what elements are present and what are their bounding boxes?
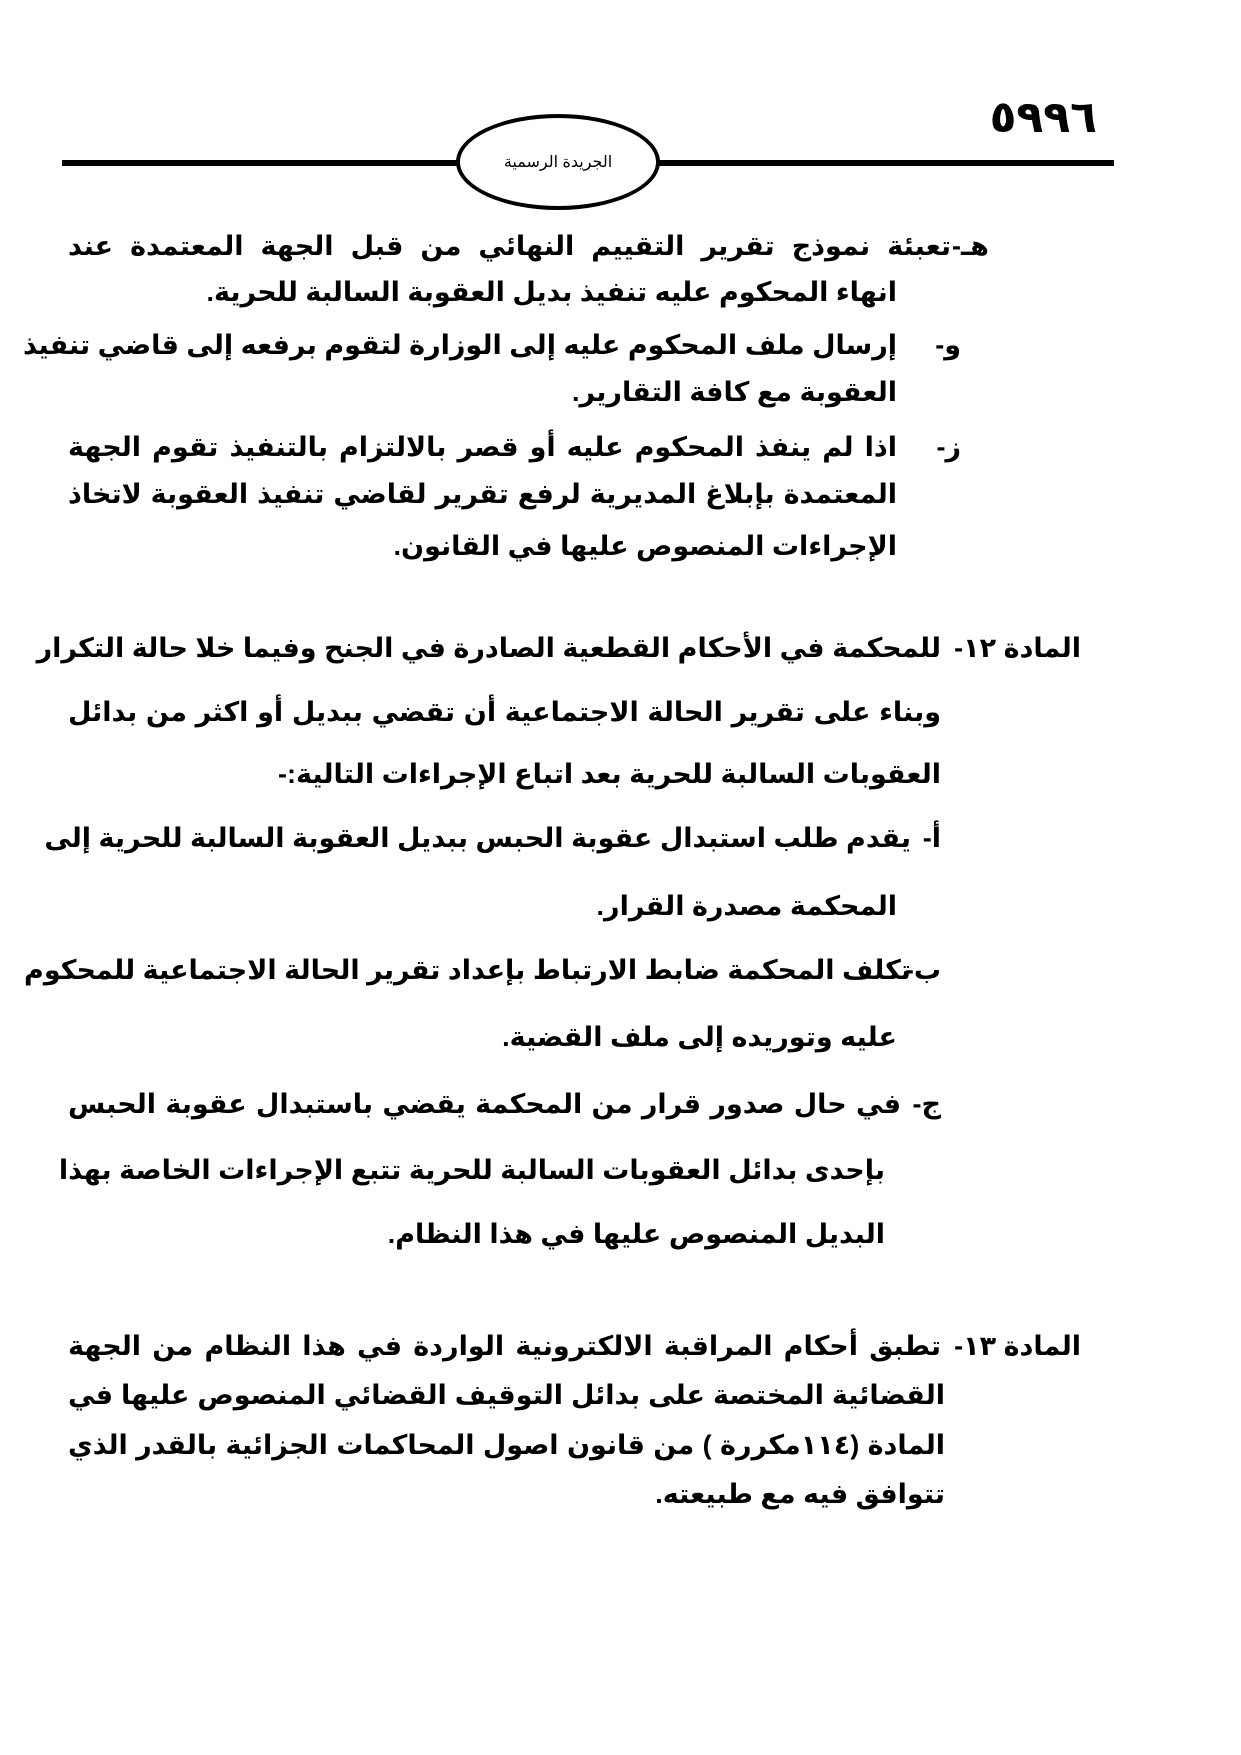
item-line: البديل المنصوص عليها في هذا النظام. (387, 1219, 885, 1249)
item-line: الإجراءات المنصوص عليها في القانون. (393, 531, 897, 561)
item-marker: ز- (936, 432, 961, 462)
article-line: وبناء على تقرير الحالة الاجتماعية أن تقضي ببديل أو اكثر من بدائل (68, 697, 941, 727)
item-line: انهاء المحكوم عليه تنفيذ بديل العقوبة السالبة للحرية. (206, 277, 897, 307)
page-number: ٥٩٩٦ (989, 93, 1097, 142)
item-line: المحكمة مصدرة القرار. (596, 891, 897, 921)
item-line: إرسال ملف المحكوم عليه إلى الوزارة لتقوم برفعه إلى قاضي تنفيذ (22, 330, 897, 360)
item-marker: و- (935, 330, 961, 360)
article-line: تطبق أحكام المراقبة الالكترونية الواردة في هذا النظام من الجهة (68, 1331, 941, 1361)
item-marker: ب- (904, 955, 941, 985)
gazette-seal (456, 114, 660, 210)
gazette-title: الجريدة الرسمية (503, 154, 613, 171)
item-line: تعبئة نموذج تقرير التقييم النهائي من قبل الجهة المعتمدة عند (68, 231, 951, 261)
item-marker: أ- (922, 823, 941, 853)
article-line: القضائية المختصة على بدائل التوقيف القضائي المنصوص عليها في (68, 1380, 945, 1410)
item-line: يقدم طلب استبدال عقوبة الحبس ببديل العقوبة السالبة للحرية إلى (44, 823, 911, 853)
article-line: المادة (١١٤مكررة ) من قانون اصول المحاكمات الجزائية بالقدر الذي (68, 1430, 945, 1460)
article-line: للمحكمة في الأحكام القطعية الصادرة في الجنح وفيما خلا حالة التكرار (36, 633, 941, 663)
article-line: العقوبات السالبة للحرية بعد اتباع الإجراءات التالية:- (278, 759, 941, 789)
article-label: المادة ١٣- (954, 1331, 1081, 1361)
item-line: العقوبة مع كافة التقارير. (571, 377, 897, 407)
article-label: المادة ١٢- (954, 633, 1081, 663)
item-line: المعتمدة بإبلاغ المديرية لرفع تقرير لقاضي تنفيذ العقوبة لاتخاذ (68, 479, 897, 509)
item-line: عليه وتوريده إلى ملف القضية. (502, 1022, 897, 1052)
item-marker: ج- (912, 1089, 941, 1119)
item-line: في حال صدور قرار من المحكمة يقضي باستبدال عقوبة الحبس (68, 1089, 901, 1119)
article-line: تتوافق فيه مع طبيعته. (655, 1479, 945, 1509)
item-line: تكلف المحكمة ضابط الارتباط بإعداد تقرير الحالة الاجتماعية للمحكوم (24, 955, 911, 985)
item-marker: هـ- (952, 231, 989, 261)
item-line: بإحدى بدائل العقوبات السالبة للحرية تتبع الإجراءات الخاصة بهذا (58, 1155, 885, 1185)
item-line: اذا لم ينفذ المحكوم عليه أو قصر بالالتزام بالتنفيذ تقوم الجهة (68, 432, 897, 462)
